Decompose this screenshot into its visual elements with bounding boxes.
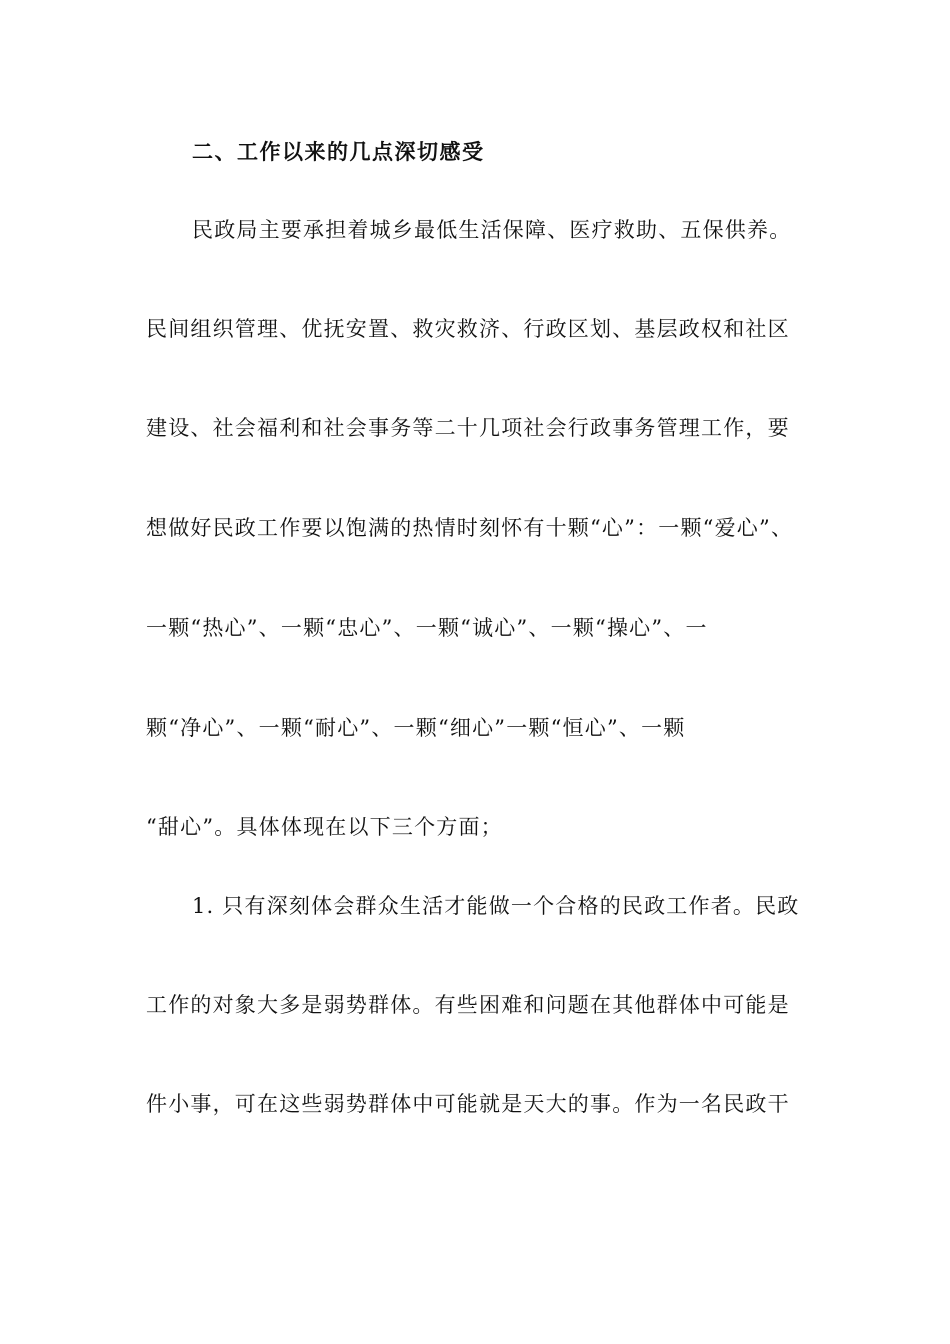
paragraph-line: 建设、社会福利和社会事务等二十几项社会行政事务管理工作，要 (146, 416, 790, 440)
paragraph-line: 1. 只有深刻体会群众生活才能做一个合格的民政工作者。民政 (192, 894, 800, 918)
paragraph-line: 一颗“热心”、一颗“忠心”、一颗“诚心”、一颗“操心”、一 (146, 616, 708, 640)
paragraph-line: “甜心”。具体体现在以下三个方面； (146, 815, 503, 839)
paragraph-line: 工作的对象大多是弱势群体。有些困难和问题在其他群体中可能是 (146, 993, 790, 1017)
paragraph-line: 件小事，可在这些弱势群体中可能就是天大的事。作为一名民政干 (146, 1092, 790, 1116)
paragraph-line: 想做好民政工作要以饱满的热情时刻怀有十颗“心”：一颗“爱心”、 (146, 516, 794, 540)
paragraph-line: 民政局主要承担着城乡最低生活保障、医疗救助、五保供养。 (192, 218, 792, 242)
paragraph-line: 颗“净心”、一颗“耐心”、一颗“细心”一颗“恒心”、一颗 (146, 716, 686, 740)
paragraph-line: 民间组织管理、优抚安置、救灾救济、行政区划、基层政权和社区 (146, 317, 790, 341)
section-heading: 二、工作以来的几点深切感受 (192, 139, 485, 164)
